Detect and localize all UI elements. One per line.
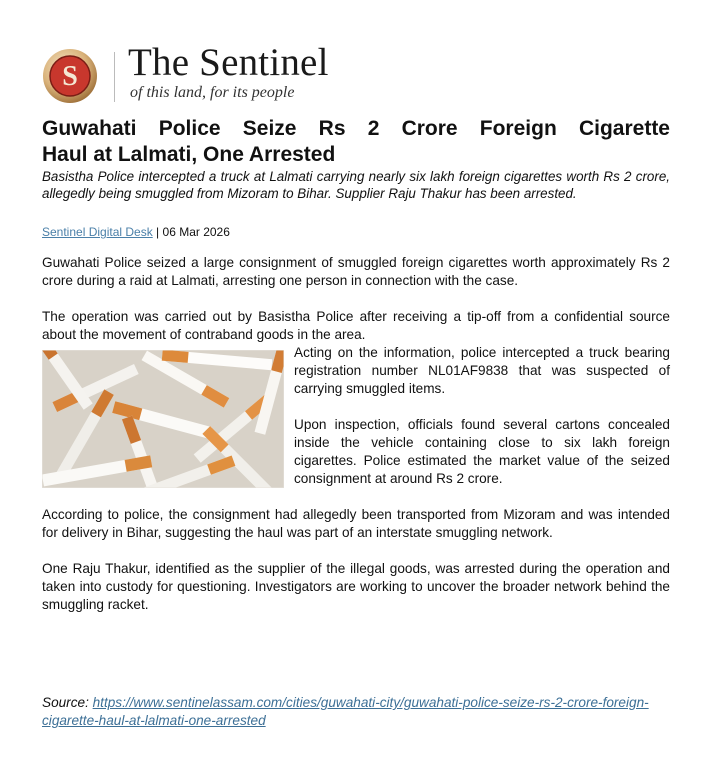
masthead-title[interactable]: The Sentinel [128,41,329,84]
article-paragraph: The operation was carried out by Basistha Police after receiving a tip-off from a confidential source about the movement of contraband goods in the area. [42,309,670,342]
article-paragraph: Upon inspection, officials found several cartons concealed inside the vehicle containing close to six lakh foreign cigarettes. Police estimated the market value of the seized consignment at around Rs 2 crore. [294,417,670,486]
article-summary: Basistha Police intercepted a truck at Lalmati carrying nearly six lakh foreign cigarettes worth Rs 2 crore, allegedly being smuggled from Mizoram to Bihar. Supplier Raju Thakur has been arrested. [42,169,670,201]
article-paragraph: Guwahati Police seized a large consignment of smuggled foreign cigarettes worth approximately Rs 2 crore during a raid at Lalmati, arresting one person in connection with the case. [42,255,670,288]
svg-text:S: S [62,61,78,92]
source-line [42,694,670,730]
article-title-line-2: Haul at Lalmati, One Arrested [42,143,336,166]
article-paragraph: One Raju Thakur, identified as the supplier of the illegal goods, was arrested during the operation and taken into custody for questioning. Investigators are working to uncover the broader network behind the smuggling racket. [42,561,670,612]
masthead [42,41,442,106]
byline [42,224,230,240]
article-paragraph: According to police, the consignment had allegedly been transported from Mizoram and was intended for delivery in Bihar, suggesting the haul was part of an interstate smuggling network. [42,507,670,540]
article-body [42,254,670,632]
source-label: Source: [42,695,93,710]
publish-date: 06 Mar 2026 [162,225,230,239]
cigarettes-pile-image [42,350,284,488]
sentinel-logo-icon[interactable] [42,48,98,104]
source-link[interactable]: https://www.sentinelassam.com/cities/guwahati-city/guwahati-police-seize-rs-2-crore-foreign-cigarette-haul-at-lalmati-one-arrested [42,695,649,728]
byline-separator: | [152,225,163,239]
author-link[interactable]: Sentinel Digital Desk [42,225,153,239]
article-title-line-1: Guwahati Police Seize Rs 2 Crore Foreign Cigarette [42,117,670,140]
masthead-tagline: of this land, for its people [130,84,295,101]
article-title [42,116,670,168]
article-paragraph: Acting on the information, police intercepted a truck bearing registration number NL01AF9838 that was suspected of carrying smuggled items. [294,345,670,396]
masthead-divider [114,52,115,102]
